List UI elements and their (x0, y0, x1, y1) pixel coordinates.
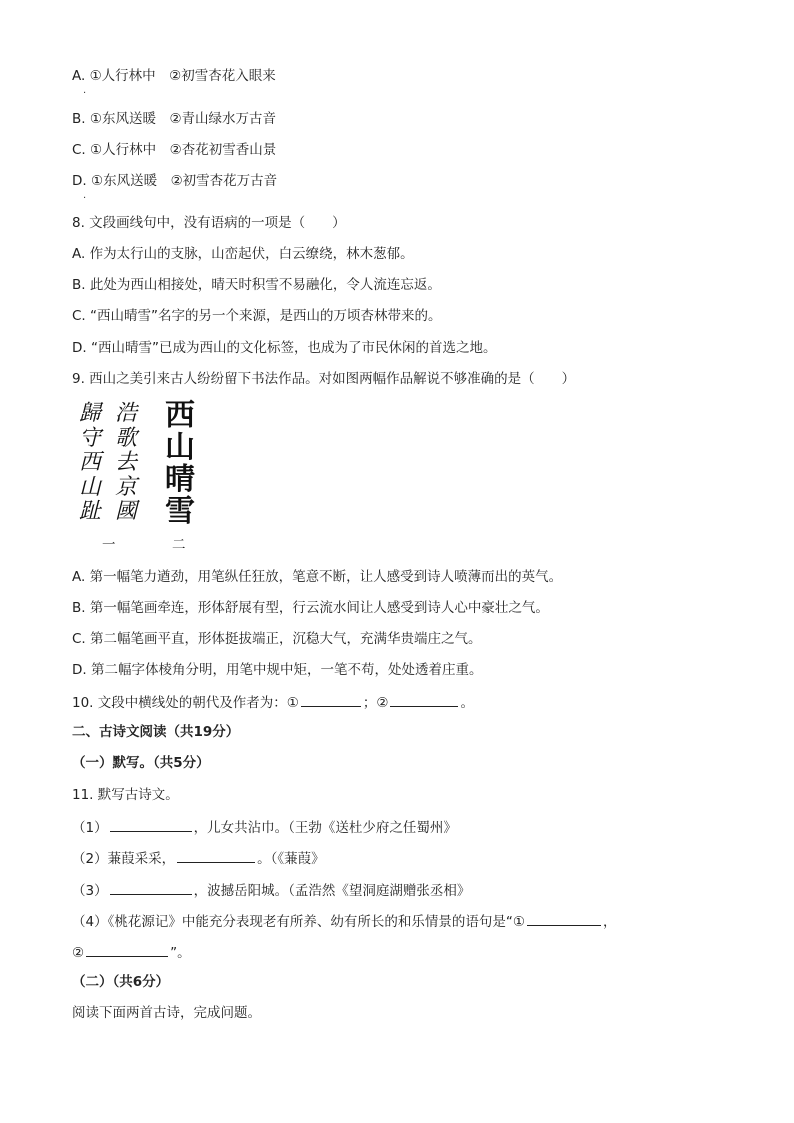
q7-option-d: D. ①东风送暖 ②初雪杏花万古音 (72, 173, 278, 189)
calligraphy-char: 國 (114, 499, 137, 524)
q9-option-a: A. 第一幅笔力遒劲，用笔纵任狂放，笔意不断，让人感受到诗人喷薄而出的英气。 (72, 569, 563, 585)
q11-item-4-cont (72, 942, 191, 962)
calligraphy-char: 雪 (165, 494, 195, 529)
q11-2-suffix: 。（《蒹葭》 (257, 851, 325, 867)
q7-option-b: B. ①东风送暖 ②青山绿水万古音 (72, 111, 277, 127)
q9-option-c: C. 第二幅笔画平直，形体挺拔端正，沉稳大气，充满华贵端庄之气。 (72, 631, 482, 647)
q8-option-d: D. “西山晴雪”已成为西山的文化标签，也成为了市民休闲的首选之地。 (72, 340, 497, 356)
calligraphy-char: 西 (165, 398, 195, 433)
calligraphy-char: 守 (78, 425, 101, 451)
q10-text-a: 10. 文段中横线处的朝代及作者为：① (72, 695, 299, 711)
q11-1-suffix: ，儿女共沾巾。（王勃《送杜少府之任蜀州》 (193, 820, 457, 836)
q7-option-d-dot: . (83, 190, 87, 201)
q11-2-prefix: （2）蒹葭采采， (72, 851, 176, 867)
q11-4-blank-1[interactable] (527, 911, 601, 926)
q11-3-suffix: ，波撼岳阳城。（孟浩然《望洞庭湖赠张丞相》 (193, 883, 471, 899)
q10-text-c: 。 (460, 695, 474, 711)
q11-4-num2: ② (72, 945, 85, 961)
calligraphy-char: 歌 (114, 425, 137, 451)
q8-stem: 8. 文段画线句中，没有语病的一项是（ ） (72, 215, 346, 231)
q11-item-2 (72, 848, 325, 868)
calligraphy-work-1-col-1 (76, 402, 104, 525)
q11-item-3 (72, 880, 470, 900)
q10-stem (72, 692, 474, 712)
section-2-part-2-intro: 阅读下面两首古诗，完成问题。 (72, 1005, 261, 1021)
section-2-part-1-title: （一）默写。（共5分） (72, 755, 210, 771)
q9-option-b: B. 第一幅笔画牵连，形体舒展有型，行云流水间让人感受到诗人心中豪壮之气。 (72, 600, 549, 616)
calligraphy-char: 山 (78, 474, 101, 500)
q10-blank-2[interactable] (390, 692, 458, 707)
calligraphy-caption-1: 一 (102, 537, 116, 553)
calligraphy-char: 山 (165, 430, 195, 465)
q11-4-end: ”。 (170, 945, 191, 961)
q7-option-c: C. ①人行林中 ②杏花初雪香山景 (72, 142, 277, 158)
q11-4-prefix: （4）《桃花源记》中能充分表现老有所养、幼有所长的和乐情景的语句是“① (72, 914, 525, 930)
calligraphy-char: 西 (78, 450, 101, 475)
q11-1-blank[interactable] (110, 817, 192, 832)
q7-option-a: A. ①人行林中 ②初雪杏花入眼来 (72, 68, 276, 84)
q11-1-prefix: （1） (72, 820, 108, 836)
q9-option-d: D. 第二幅字体棱角分明，用笔中规中矩，一笔不苟，处处透着庄重。 (72, 662, 483, 678)
calligraphy-char: 浩 (114, 401, 137, 426)
calligraphy-char: 京 (114, 474, 137, 500)
calligraphy-caption-2: 二 (172, 537, 186, 553)
q7-option-a-dot: . (83, 85, 87, 96)
calligraphy-char: 去 (114, 450, 137, 475)
q11-4-blank-2[interactable] (86, 942, 168, 957)
calligraphy-work-1-col-2 (112, 402, 140, 525)
q11-4-comma: ， (602, 914, 617, 930)
calligraphy-char: 歸 (78, 401, 101, 426)
calligraphy-char: 趾 (78, 499, 101, 524)
q8-option-b: B. 此处为西山相接处，晴天时积雪不易融化，令人流连忘返。 (72, 277, 441, 293)
q11-3-blank[interactable] (110, 880, 192, 895)
q8-option-c: C. “西山晴雪”名字的另一个来源，是西山的万顷杏林带来的。 (72, 308, 442, 324)
q11-stem: 11. 默写古诗文。 (72, 787, 179, 803)
calligraphy-work-2 (160, 400, 200, 528)
q11-item-1 (72, 817, 457, 837)
q8-option-a: A. 作为太行山的支脉，山峦起伏，白云缭绕，林木葱郁。 (72, 246, 414, 262)
q11-item-4 (72, 911, 616, 931)
q9-stem: 9. 西山之美引来古人纷纷留下书法作品。对如图两幅作品解说不够准确的是（ ） (72, 371, 576, 387)
q10-text-b: ；② (362, 695, 389, 711)
q11-2-blank[interactable] (177, 848, 255, 863)
section-2-title: 二、古诗文阅读（共19分） (72, 724, 240, 740)
q11-3-prefix: （3） (72, 883, 108, 899)
calligraphy-char: 晴 (165, 462, 195, 497)
q10-blank-1[interactable] (301, 692, 361, 707)
section-2-part-2-title: （二）（共6分） (72, 974, 170, 990)
